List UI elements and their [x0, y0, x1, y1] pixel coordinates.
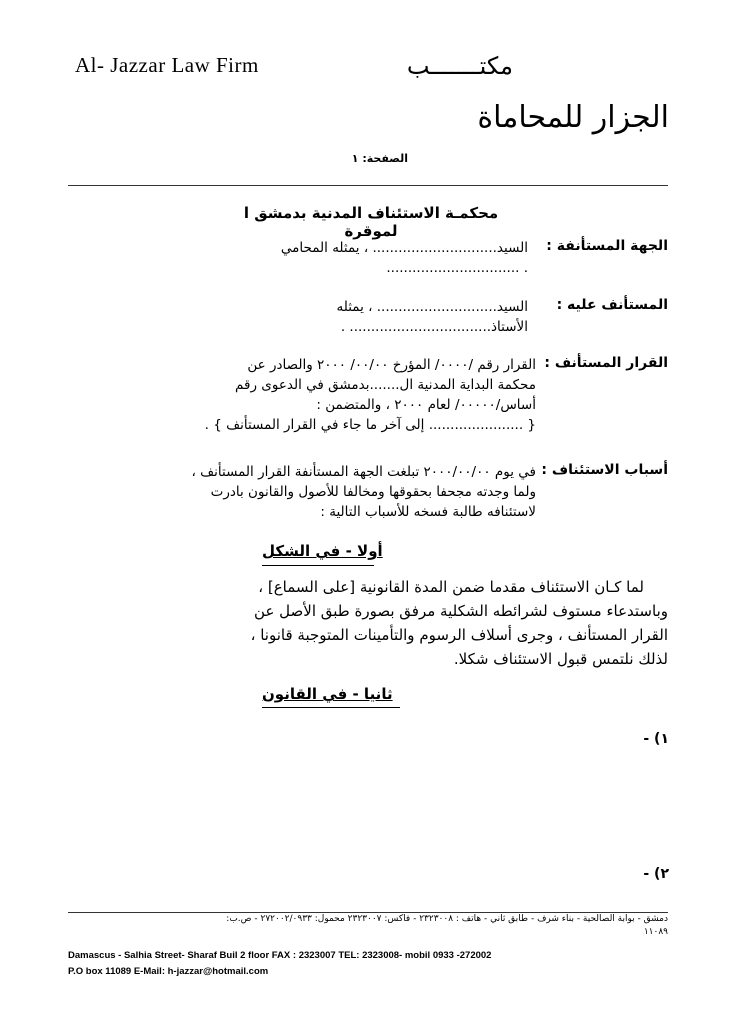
form-line: لما كـان الاستئناف مقدما ضمن المدة القانونية [على السماع] ، — [258, 578, 644, 596]
section-law-heading: ثانيا - في القانون — [262, 685, 393, 703]
reasons-line: في يوم ٢٠٠٠/٠٠/٠٠ تبلغت الجهة المستأنفة القرار المستأنف ، — [191, 464, 536, 480]
form-line: القرار المستأنف ، وجرى أسلاف الرسوم والتأمينات المتوجبة قانونا ، — [250, 626, 668, 644]
section-form-heading: أولا - في الشكل — [262, 542, 383, 560]
footer-english-line1: Damascus - Salhia Street- Sharaf Buil 2 floor FAX : 2323007 TEL: 2323008- mobil 0933 -272002 — [68, 950, 492, 961]
footer-arabic-line1: دمشق - بوابة الصالحية - بناء شرف - طابق ثاني - هاتف : ٢٣٢٣٠٠٨ - فاكس: ٢٣٢٣٠٠٧ محمول: ٢٧٢٠٠٢/٠٩٣٣ - ص.ب: — [226, 914, 668, 924]
appellant-line1: السيد............................. ، يمثله المحامي — [280, 240, 528, 256]
court-title: محكمـة الاستئناف المدنية بدمشق ا لموقرة — [243, 204, 499, 240]
firm-name-english: Al- Jazzar Law Firm — [75, 53, 259, 77]
decision-line: محكمة البداية المدنية ال.......بدمشق في الدعوى رقم — [235, 377, 536, 393]
footer-english-line2: P.O box 11089 E-Mail: h-jazzar@hotmail.com — [68, 966, 269, 977]
reasons-line: لاستئنافه طالبة فسخه للأسباب التالية : — [320, 504, 536, 520]
reasons-label: أسباب الاستئناف : — [541, 462, 668, 478]
respondent-label: المستأنف عليه : — [556, 297, 668, 313]
section-form-underline — [262, 565, 374, 566]
law-item-1: ١) - — [643, 731, 669, 747]
footer-arabic-line2: ١١٠٨٩ — [643, 927, 668, 937]
appellant-row — [68, 238, 668, 284]
section-law-underline — [262, 707, 400, 708]
form-line: لذلك نلتمس قبول الاستئناف شكلا. — [453, 650, 668, 668]
respondent-row — [68, 297, 668, 341]
law-item-2: ٢) - — [643, 866, 669, 882]
respondent-line2: الأستاذ................................. . — [340, 319, 528, 335]
decision-row — [68, 355, 668, 445]
firm-name-arabic-line2: الجزار للمحاماة — [477, 100, 669, 135]
firm-name-arabic-line1: مكتـــــــب — [406, 52, 513, 80]
footer-arabic-address — [68, 913, 668, 939]
appellant-label: الجهة المستأنفة : — [546, 238, 668, 254]
reasons-row — [68, 462, 668, 532]
section-form-paragraph — [68, 575, 668, 671]
decision-label: القرار المستأنف : — [544, 355, 668, 371]
decision-line: { ...................... إلى آخر ما جاء في القرار المستأنف } . — [204, 417, 536, 433]
appellant-line2: . ............................... — [386, 260, 528, 276]
reasons-line: ولما وجدته مجحفا بحقوقها ومخالفا للأصول والقانون بادرت — [210, 484, 536, 500]
respondent-line1: السيد............................ ، يمثله — [336, 299, 528, 315]
decision-line: أساس/٠٠٠٠٠/ لعام ٢٠٠٠ ، والمتضمن : — [316, 397, 536, 413]
decision-line: القرار رقم /٠٠٠٠/ المؤرخ ٠٠/٠٠/ ٢٠٠٠ والصادر عن — [247, 357, 536, 373]
page-number: الصفحة: ١ — [351, 152, 408, 165]
form-line: وباستدعاء مستوف لشرائطه الشكلية مرفق بصورة طبق الأصل عن — [254, 602, 668, 620]
header-divider — [68, 185, 668, 186]
